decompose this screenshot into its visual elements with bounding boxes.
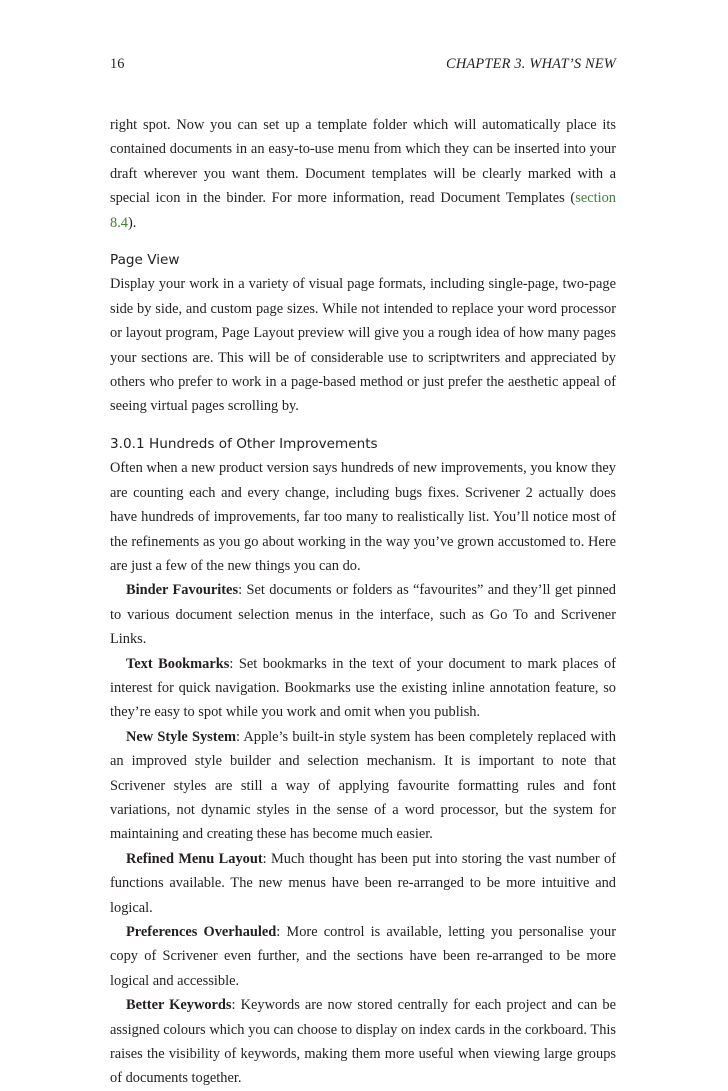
body-text: [110, 113, 616, 1091]
feature-description: : Apple’s built-in style system has been completely replaced with an improved style builder and selection mechanism. It is important to note that Scrivener styles are still a way of applying favourite formatting rules and font variations, not dynamic styles in the sense of a word processor, but the system for maintaining and creating these has become much easier.: [110, 728, 616, 843]
feature-description: : Keywords are now stored centrally for each project and can be assigned colours which you can choose to display on index cards in the corkboard. This raises the visibility of keywords, making them more useful when viewing large groups of documents together.: [110, 997, 616, 1087]
feature-text-bookmarks: [110, 652, 616, 725]
feature-description: : Set bookmarks in the text of your document to mark places of interest for quick navigation. Bookmarks use the existing inline annotation feature, so they’re easy to spot while you work and omit when you publish.: [110, 655, 616, 721]
feature-term: Better Keywords: [126, 997, 232, 1014]
improvements-heading: [110, 432, 616, 456]
improvements-intro: Often when a new product version says hundreds of new improvements, you know they are counting each and every change, including bugs fixes. Scrivener 2 actually does have hundreds of improvements, far too many to realistically list. You’ll notice most of the refinements as you go about working in the way you’ve grown accustomed to. Here are just a few of the new things you can do.: [110, 460, 616, 574]
chapter-title: CHAPTER 3. WHAT’S NEW: [446, 56, 616, 72]
feature-term: Preferences Overhauled: [126, 924, 277, 940]
feature-refined-menu-layout: [110, 847, 616, 920]
feature-new-style-system: [110, 725, 616, 847]
feature-description: : More control is available, letting you personalise your copy of Scrivener even further, and the sections have been re-arranged to be more logical and accessible.: [110, 924, 616, 989]
page-view-heading: Page View: [110, 252, 180, 269]
section-title: Hundreds of Other Improvements: [149, 435, 378, 452]
feature-term: Text Bookmarks: [126, 655, 230, 672]
intro-paragraph: [110, 113, 616, 235]
page-number: 16: [110, 56, 125, 72]
feature-preferences-overhauled: [110, 920, 616, 993]
document-page: [110, 54, 616, 1091]
feature-term: New Style System: [126, 728, 236, 745]
feature-better-keywords: [110, 993, 616, 1091]
intro-text-end: ).: [128, 214, 137, 231]
feature-binder-favourites: [110, 578, 616, 651]
feature-term: Binder Favourites: [126, 582, 239, 599]
intro-text: right spot. Now you can set up a template folder which will automatically place its contained documents in an easy-to-use menu from which they can be inserted into your draft wherever you want them. Document templates will be clearly marked with a special icon in the binder. For more information, read Document Templates (: [110, 117, 616, 207]
section-link[interactable]: section 8.4: [110, 190, 616, 231]
feature-description: : Much thought has been put into storing the vast number of functions available. The new menus have been re-arranged to be more intuitive and logical.: [110, 850, 616, 916]
page-view-paragraph: Display your work in a variety of visual page formats, including single-page, two-page side by side, and custom page sizes. While not intended to replace your word processor or layout program, Page Layout preview will give you a rough idea of how many pages your sections are. This will be of considerable use to scriptwriters and appreciated by others who prefer to work in a page-based method or just prefer the aesthetic appeal of seeing virtual pages scrolling by.: [110, 276, 616, 415]
section-number: 3.0.1: [110, 435, 145, 452]
running-header: [110, 54, 616, 74]
feature-description: : Set documents or folders as “favourites” and they’ll get pinned to various document selection menus in the interface, such as Go To and Scrivener Links.: [110, 582, 616, 648]
feature-term: Refined Menu Layout: [126, 850, 263, 867]
